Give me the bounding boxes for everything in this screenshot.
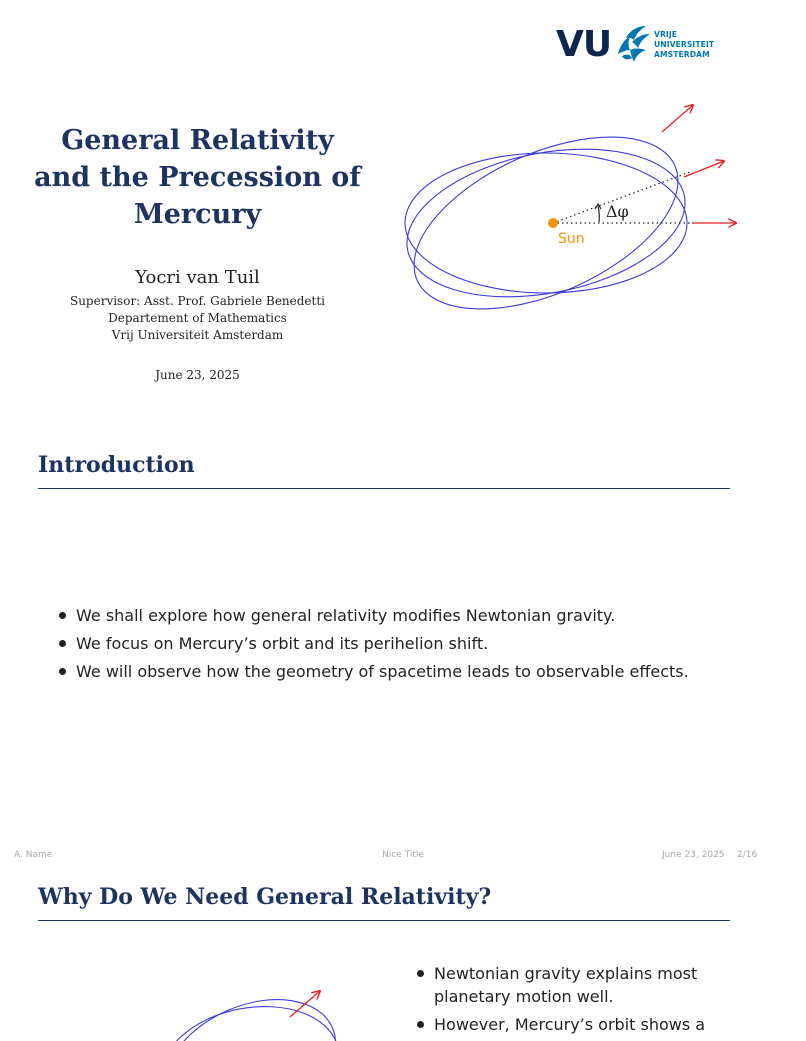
intro-heading: Introduction	[38, 452, 195, 478]
bullet-text: However, Mercury’s orbit shows a	[434, 1015, 706, 1034]
bullet-icon	[59, 640, 66, 647]
why-gr-slide	[0, 864, 768, 1034]
bullet-icon	[417, 970, 424, 977]
introduction-slide	[0, 432, 768, 864]
list-item	[56, 632, 736, 655]
bullet-text: We focus on Mercury’s orbit and its perihelion shift.	[76, 634, 489, 653]
why-bullet-list	[414, 962, 714, 1041]
logo-line-3: AMSTERDAM	[654, 50, 710, 59]
slide-footer	[0, 850, 768, 864]
angle-arc	[598, 206, 599, 222]
orbit-ellipse-3	[389, 102, 704, 345]
presentation-date: June 23, 2025	[155, 368, 240, 382]
title-slide	[0, 0, 768, 432]
supervisor-line: Supervisor: Asst. Prof. Gabriele Benedetti	[69, 294, 326, 308]
precession-diagram-small	[140, 974, 340, 1034]
orbit-ellipse-small-2	[151, 992, 350, 1041]
bullet-icon	[59, 668, 66, 675]
list-item	[414, 1013, 714, 1036]
sun-marker	[548, 218, 558, 228]
why-heading: Why Do We Need General Relativity?	[38, 884, 492, 910]
list-item	[414, 962, 714, 1008]
presentation-title	[20, 122, 375, 233]
affiliation-block	[20, 293, 375, 344]
department-line: Departement of Mathematics	[108, 311, 287, 325]
perihelion-arrow-small	[290, 991, 320, 1017]
bullet-text: We will observe how the geometry of spacetime leads to observable effects.	[76, 662, 689, 681]
heading-rule	[38, 920, 730, 921]
griffin-icon	[612, 24, 652, 64]
vu-logo-letters: VU	[556, 24, 612, 65]
footer-author: A. Name	[14, 850, 53, 860]
heading-rule	[38, 488, 730, 489]
bullet-text: We shall explore how general relativity modifies Newtonian gravity.	[76, 606, 616, 625]
precession-diagram	[400, 95, 750, 345]
logo-line-1: VRIJE	[654, 30, 678, 39]
footer-date: June 23, 2025	[662, 850, 725, 860]
author-name: Yocri van Tuil	[135, 267, 260, 288]
list-item	[56, 604, 736, 627]
title-line-3: Mercury	[133, 199, 262, 230]
footer-title: Nice Title	[382, 850, 424, 860]
title-line-2: and the Precession of	[34, 162, 361, 193]
vu-logo	[556, 24, 716, 66]
bullet-text: Newtonian gravity explains most planetary motion well.	[434, 964, 698, 1006]
logo-line-2: UNIVERSITEIT	[654, 40, 715, 49]
perihelion-arrow-2	[684, 161, 724, 177]
bullet-icon	[417, 1021, 424, 1028]
footer-page-number: 2/16	[737, 850, 758, 860]
university-line: Vrij Universiteit Amsterdam	[111, 328, 284, 342]
vu-logo-wordmark	[654, 30, 714, 60]
delta-phi-label: Δφ	[606, 202, 629, 221]
list-item	[56, 660, 736, 683]
bullet-icon	[59, 612, 66, 619]
title-line-1: General Relativity	[61, 125, 334, 156]
perihelion-arrow-3	[662, 105, 693, 132]
intro-bullet-list	[56, 604, 736, 688]
sun-label: Sun	[558, 231, 585, 247]
orbit-ellipse-1	[405, 153, 687, 293]
